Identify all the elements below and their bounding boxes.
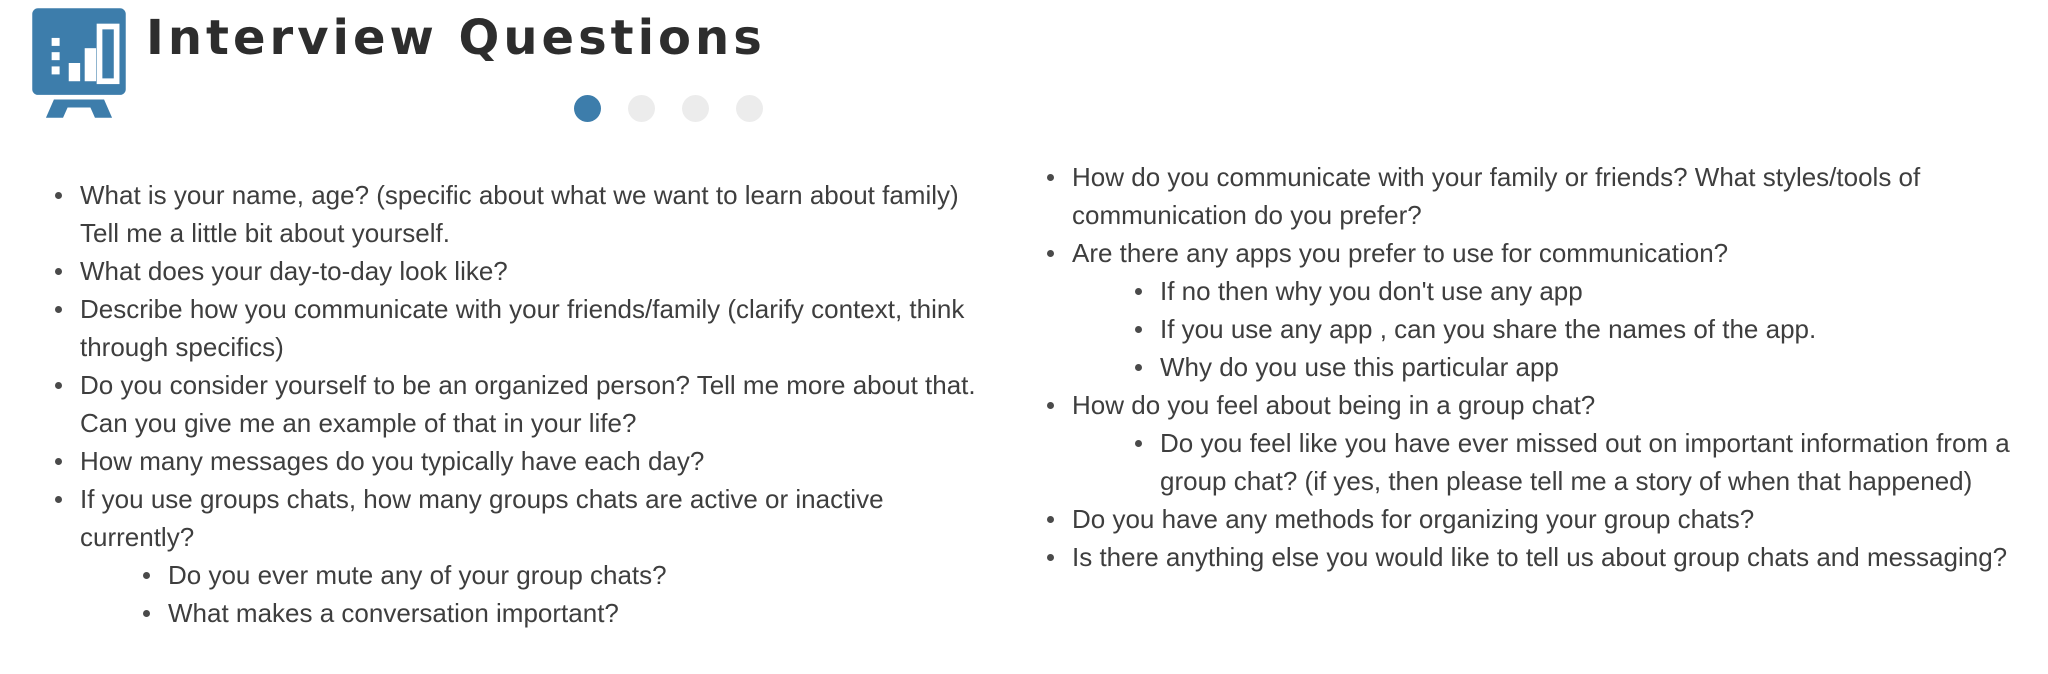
question-text: How do you communicate with your family or friends? What styles/tools of communication do you prefer?: [1072, 162, 1921, 230]
pagination-dot-4[interactable]: [736, 95, 763, 122]
presentation-bar-chart-icon: [20, 6, 138, 120]
question-item: [50, 442, 1000, 480]
question-text: If you use any app , can you share the names of the app.: [1160, 314, 1817, 344]
question-item: [1042, 234, 2046, 272]
question-text: Are there any apps you prefer to use for communication?: [1072, 238, 1729, 268]
question-text: Do you ever mute any of your group chats?: [168, 560, 667, 590]
question-item: [1130, 424, 2046, 500]
bullet-icon: [1130, 310, 1160, 348]
bullet-icon: [50, 366, 80, 404]
question-item: [1042, 158, 2046, 234]
question-item: [1042, 500, 2046, 538]
question-text: Is there anything else you would like to tell us about group chats and messaging?: [1072, 542, 2008, 572]
bullet-icon: [50, 176, 80, 214]
question-text: Do you have any methods for organizing your group chats?: [1072, 504, 1755, 534]
bullet-icon: [50, 290, 80, 328]
bullet-icon: [50, 442, 80, 480]
sub-questions: [138, 556, 1000, 632]
question-item: [1130, 348, 2046, 386]
question-text: How many messages do you typically have each day?: [80, 446, 705, 476]
question-text: What does your day-to-day look like?: [80, 256, 508, 286]
question-text: Why do you use this particular app: [1160, 352, 1559, 382]
question-text: What is your name, age? (specific about what we want to learn about family) Tell me a little bit about yourself.: [80, 180, 959, 248]
question-item: [50, 252, 1000, 290]
question-text: Do you consider yourself to be an organized person? Tell me more about that. Can you give me an example of that in your life?: [80, 370, 976, 438]
bullet-icon: [1130, 348, 1160, 386]
question-item: [138, 556, 1000, 594]
question-text: If no then why you don't use any app: [1160, 276, 1583, 306]
bullet-icon: [1042, 386, 1072, 424]
bullet-icon: [1130, 424, 1160, 462]
page-title: Interview Questions: [146, 10, 766, 66]
bullet-icon: [50, 252, 80, 290]
sub-questions: [1130, 424, 2046, 500]
pagination-dot-3[interactable]: [682, 95, 709, 122]
bullet-icon: [1042, 234, 1072, 272]
question-text: Do you feel like you have ever missed out on important information from a group chat? (if yes, then please tell me a story of when that happened): [1160, 428, 2010, 496]
question-item: [50, 290, 1000, 366]
bullet-icon: [50, 480, 80, 518]
question-item: [1130, 272, 2046, 310]
bullet-icon: [1130, 272, 1160, 310]
question-text: What makes a conversation important?: [168, 598, 619, 628]
question-text: If you use groups chats, how many groups chats are active or inactive currently?: [80, 484, 884, 552]
pagination-dot-2[interactable]: [628, 95, 655, 122]
bullet-icon: [1042, 158, 1072, 196]
question-item: [1130, 310, 2046, 348]
question-item: [138, 594, 1000, 632]
pagination-dot-1[interactable]: [574, 95, 601, 122]
pagination-dots: [574, 95, 763, 122]
question-item: [50, 176, 1000, 252]
question-item: [50, 366, 1000, 442]
bullet-icon: [1042, 538, 1072, 576]
question-item: [50, 480, 1000, 556]
bullet-icon: [138, 594, 168, 632]
question-item: [1042, 538, 2046, 576]
questions-column-right: [1042, 158, 2046, 576]
question-item: [1042, 386, 2046, 424]
bullet-icon: [138, 556, 168, 594]
question-text: How do you feel about being in a group chat?: [1072, 390, 1596, 420]
questions-column-left: [50, 176, 1000, 632]
sub-questions: [1130, 272, 2046, 386]
question-text: Describe how you communicate with your friends/family (clarify context, think through specifics): [80, 294, 965, 362]
bullet-icon: [1042, 500, 1072, 538]
